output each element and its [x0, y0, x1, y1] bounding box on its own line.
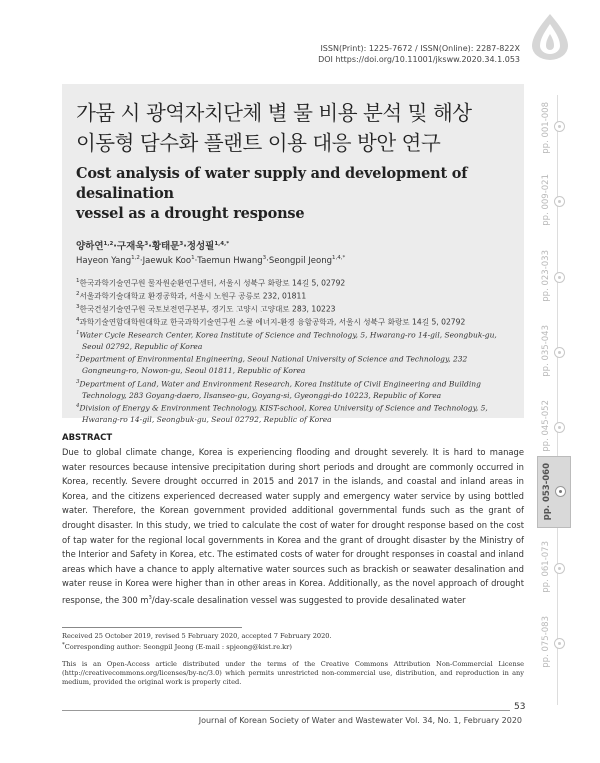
- author-sup: 1: [191, 255, 195, 261]
- affiliations: [76, 276, 510, 426]
- footnote-divider: [62, 627, 242, 628]
- author-name: 양하연: [76, 241, 104, 252]
- affiliation-en: [76, 352, 510, 377]
- tab-label-active: pp. 053-060: [542, 463, 552, 521]
- tab-circle-icon: [555, 486, 566, 497]
- author-name: Hayeon Yang: [76, 255, 132, 266]
- author-sup: 1,2: [131, 255, 140, 261]
- aff-number: 4: [76, 316, 80, 323]
- author-sup: 3: [262, 255, 267, 261]
- side-tab-pp-035-043[interactable]: [537, 319, 571, 385]
- tab-label: pp. 045-052: [541, 400, 551, 452]
- author-name: 황태문: [151, 241, 180, 252]
- side-tab-pp-075-083[interactable]: [537, 610, 571, 676]
- aff-number: 3: [76, 303, 80, 310]
- abstract-heading: ABSTRACT: [62, 433, 113, 443]
- tab-label: pp. 061-073: [541, 541, 551, 593]
- aff-text: Division of Energy & Environment Technology, KIST-school, Korea University of Science and Technology, 5, Hwarang-ro 14-gil, Seongbuk-gu, Seoul 02792, Republic of Korea: [79, 403, 488, 425]
- abstract-text: Due to global climate change, Korea is experiencing flooding and drought severely. It is hard to manage water resources because intensive precipitation during short periods and drought are commonly occurred in Korea, recently. Severe drought occurred in 2015 and 2017 in the islands, and coastal and inland areas in Korea, and the citizens experienced decreased water supply and emergency water service by using bottled water. Therefore, the Korean government provided additional governmental funds such as the grant of drought disaster. In this study, we tried to calculate the cost of water for drought response based on the cost of tap water for the regional local governments in Korea and the grant of drought disaster by the Ministry of the Interior and Safety in Korea, etc. The estimated costs of water for drought responses in coastal and inland areas which have a chance to apply alternative water sources such as brackish or seawater desalination and water reuse in Korea were higher than in other areas in Korea. Additionally, as the novel approach of drought response, the 300 m: [62, 447, 524, 605]
- tab-circle-icon: [554, 121, 565, 132]
- english-title-line-2: vessel as a drought response: [76, 205, 305, 222]
- author-name: 구재욱: [116, 241, 145, 252]
- author-sup: 3: [179, 240, 184, 247]
- side-tab-pp-053-060[interactable]: [537, 456, 571, 528]
- author-sup: 1,4,*: [214, 240, 230, 247]
- tab-circle-icon: [554, 563, 565, 574]
- aff-number: 4: [76, 403, 80, 410]
- tab-circle-icon: [554, 422, 565, 433]
- affiliation-kr: [76, 289, 510, 302]
- received-dates: Received 25 October 2019, revised 5 February 2020, accepted 7 February 2020.: [62, 632, 332, 640]
- aff-number: 3: [76, 378, 80, 385]
- korean-title: [76, 98, 510, 158]
- side-tab-pp-045-052[interactable]: [537, 394, 571, 460]
- aff-text: Department of Land, Water and Environment Research, Korea Institute of Civil Engineering and Building Technology, 283 Goyang-daero, Ilsanseo-gu, Goyang-si, Gyeonggi-do 10223, Republic of Korea: [79, 379, 481, 400]
- doi-line: DOI https://doi.org/10.11001/jksww.2020.34.1.053: [318, 55, 520, 64]
- english-title-line-1: Cost analysis of water supply and development of desalination: [76, 165, 468, 202]
- aff-text: 서울과학기술대학교 환경공학과, 서울시 노원구 공릉로 232, 01811: [79, 291, 307, 301]
- tab-circle-icon: [554, 196, 565, 207]
- affiliation-en: [76, 401, 510, 426]
- authors-korean: 양하연$^{1,2}$·구재욱$^3$·황태문$^3$·정성필$^{1,4,*}$: [76, 240, 230, 252]
- aff-number: 2: [76, 290, 80, 297]
- aff-text: 한국과학기술연구원 물자원순환연구센터, 서울시 성북구 화랑로 14길 5, 02792: [79, 278, 346, 288]
- page-number: 53: [510, 702, 529, 712]
- abstract-superscript: 3: [148, 594, 152, 601]
- author-name: Seongpil Jeong: [268, 255, 332, 266]
- license-notice: This is an Open-Access article distributed under the terms of the Creative Commons Attribution Non-Commercial License (http://creativecommons.org/licenses/by-nc/3.0) which permits unrestricted non-commercial use, distribution, and reproduction in any medium, provided the original work is properly cited.: [62, 660, 524, 686]
- corresponding-author: [62, 641, 524, 652]
- tab-label: pp. 001-008: [541, 102, 551, 154]
- aff-number: 1: [76, 329, 80, 336]
- journal-logo-icon: [524, 10, 576, 62]
- side-tab-pp-061-073[interactable]: [537, 535, 571, 601]
- affiliation-en: [76, 328, 510, 353]
- footnote-star: *: [62, 642, 65, 648]
- authors-english: Hayeon Yang$^{1,2}$·Jaewuk Koo$^1$·Taemun Hwang$^3$·Seongpil Jeong$^{1,4,*}$: [76, 255, 346, 266]
- aff-text: 과학기술연합대학원대학교 한국과학기술연구원 스쿨 에너지-환경 융합공학과, 서울시 성북구 화랑로 14길 5, 02792: [79, 317, 466, 327]
- affiliation-kr: [76, 276, 510, 289]
- tab-circle-icon: [554, 638, 565, 649]
- english-title: [76, 164, 510, 224]
- affiliation-en: [76, 377, 510, 402]
- author-sup: 1,2: [103, 240, 114, 247]
- side-tab-pp-009-021[interactable]: [537, 168, 571, 234]
- journal-footer: Journal of Korean Society of Water and Wastewater Vol. 34, No. 1, February 2020: [198, 716, 522, 725]
- corresponding-text: Corresponding author: Seongpil Jeong (E-mail : spjeong@kist.re.kr): [64, 643, 292, 652]
- tab-label: pp. 023-033: [541, 250, 551, 302]
- side-tab-pp-023-033[interactable]: [537, 244, 571, 310]
- issn-doi: [318, 43, 520, 65]
- aff-text: Water Cycle Research Center, Korea Institute of Science and Technology, 5, Hwarang-ro 14-gil, Seongbuk-gu, Seoul 02792, Republic of Korea: [79, 330, 497, 351]
- footnotes: [62, 632, 524, 652]
- author-name: 정성필: [186, 241, 215, 252]
- aff-text: Department of Environmental Engineering, Seoul National University of Science and Technology, 232 Gongneung-ro, Nowon-gu, Seoul 01811, Republic of Korea: [79, 354, 468, 376]
- affiliation-kr: [76, 302, 510, 315]
- author-sup: 1,4,*: [331, 255, 346, 261]
- side-tab-pp-001-008[interactable]: [537, 96, 571, 160]
- korean-title-line-2: 이동형 담수화 플랜트 이용 대응 방안 연구: [76, 131, 441, 155]
- author-name: Taemun Hwang: [197, 255, 263, 266]
- abstract-text-end: /day-scale desalination vessel was suggested to provide desalinated water: [151, 594, 466, 605]
- author-sup: 3: [144, 240, 149, 247]
- abstract-body: [62, 445, 524, 607]
- tab-label: pp. 009-021: [541, 174, 551, 226]
- tab-label: pp. 075-083: [541, 616, 551, 668]
- author-name: Jaewuk Koo: [142, 255, 192, 266]
- aff-number: 1: [76, 277, 80, 284]
- korean-title-line-1: 가뭄 시 광역자치단체 별 물 비용 분석 및 해상: [76, 101, 472, 125]
- aff-text: 한국건설기술연구원 국토보전연구본부, 경기도 고양시 고양대로 283, 10223: [79, 304, 336, 314]
- tab-circle-icon: [554, 347, 565, 358]
- footer-divider: [62, 710, 524, 711]
- tab-label: pp. 035-043: [541, 325, 551, 377]
- aff-number: 2: [76, 354, 80, 361]
- issn-line: ISSN(Print): 1225-7672 / ISSN(Online): 2287-822X: [320, 44, 520, 53]
- title-box: [62, 84, 524, 425]
- tab-circle-icon: [554, 272, 565, 283]
- affiliation-kr: [76, 315, 510, 328]
